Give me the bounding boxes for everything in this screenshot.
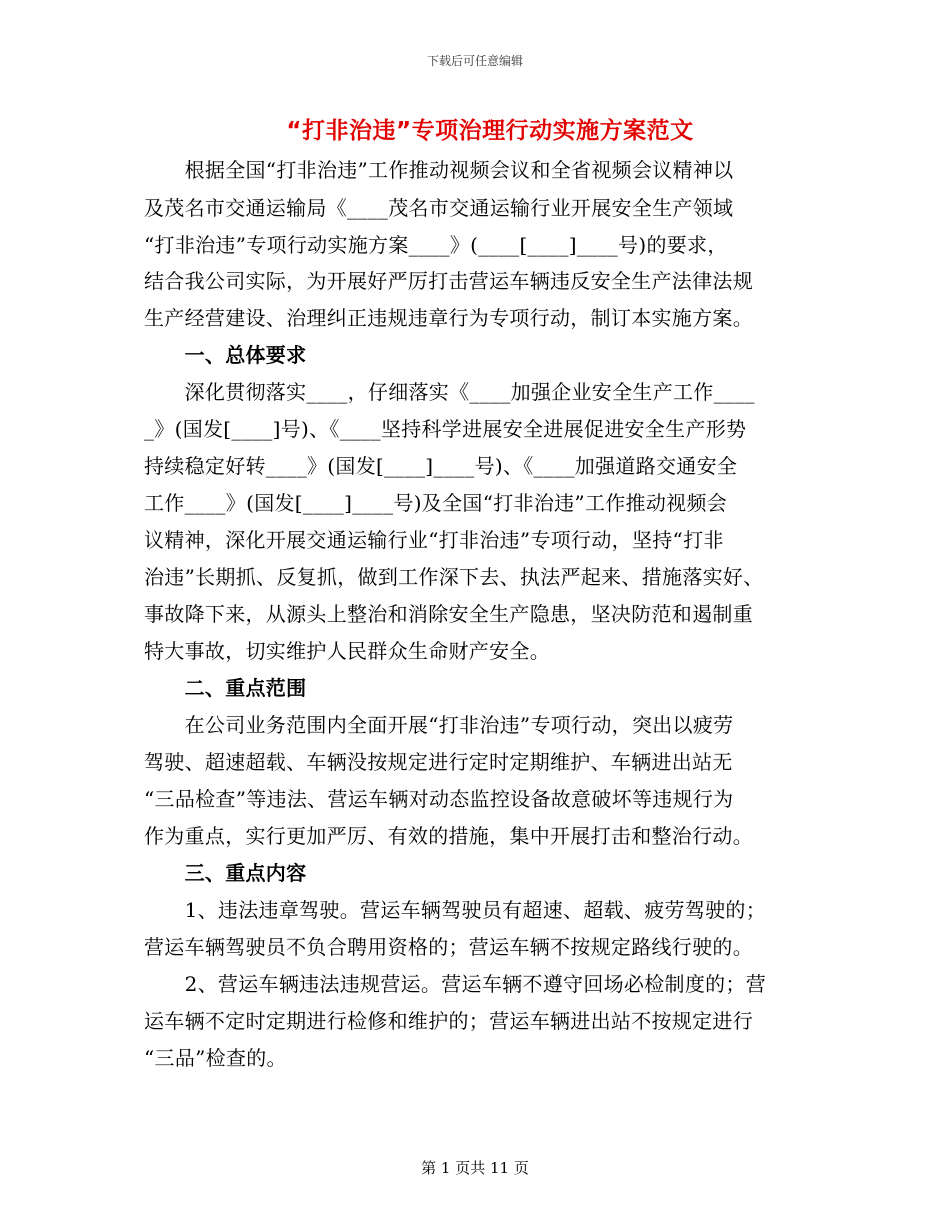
body-line: 工作____》(国发[____]____号)及全国“打非治违”工作推动视频会 — [144, 491, 728, 515]
body-line: 生产经营建设、治理纠正违规违章行为专项行动，制订本实施方案。 — [144, 306, 753, 330]
body-line: 结合我公司实际，为开展好严厉打击营运车辆违反安全生产法律法规 — [144, 269, 753, 293]
body-line: 持续稳定好转____》(国发[____]____号)、《____加强道路交通安全 — [144, 454, 738, 478]
body-line: 根据全国“打非治违”工作推动视频会议和全省视频会议精神以 — [144, 158, 734, 182]
body-line: 运车辆不定时定期进行检修和维护的；营运车辆进出站不按规定进行 — [144, 1009, 753, 1033]
body-line: 议精神，深化开展交通运输行业“打非治违”专项行动，坚持“打非 — [144, 528, 724, 552]
document-title: “打非治违”专项治理行动实施方案范文 — [286, 118, 694, 144]
body-line: 在公司业务范围内全面开展“打非治违”专项行动，突出以疲劳 — [144, 713, 734, 737]
body-line: 事故降下来，从源头上整治和消除安全生产隐患，坚决防范和遏制重 — [144, 602, 753, 626]
section-heading: 二、重点范围 — [144, 676, 307, 700]
body-line: “打非治违”专项行动实施方案____》(____[____]____号)的要求， — [144, 233, 728, 257]
body-line: 1、违法违章驾驶。营运车辆驾驶员有超速、超载、疲劳驾驶的； — [144, 898, 767, 922]
body-line: 驾驶、超速超载、车辆没按规定进行定时定期维护、车辆进出站无 — [144, 750, 733, 774]
section-heading: 三、重点内容 — [144, 861, 307, 885]
body-line: 特大事故，切实维护人民群众生命财产安全。 — [144, 639, 550, 663]
body-line: “三品检查”等违法、营运车辆对动态监控设备故意破坏等违规行为 — [144, 787, 734, 811]
body-line: 营运车辆驾驶员不负合聘用资格的；营运车辆不按规定路线行驶的。 — [144, 935, 753, 959]
body-line: 2、营运车辆违法违规营运。营运车辆不遵守回场必检制度的；营 — [144, 972, 767, 996]
header-note: 下载后可任意编辑 — [426, 54, 523, 68]
body-line: “三品”检查的。 — [144, 1046, 287, 1070]
body-line: 治违”长期抓、反复抓，做到工作深下去、执法严起来、措施落实好、 — [144, 565, 764, 589]
body-line: _》(国发[____]号)、《____坚持科学进展安全进展促进安全生产形势 — [144, 417, 747, 441]
body-line: 深化贯彻落实____，仔细落实《____加强企业安全生产工作____ — [144, 380, 755, 404]
section-heading: 一、总体要求 — [144, 343, 307, 367]
page-footer: 第 1 页共 11 页 — [421, 1159, 529, 1177]
body-line: 及茂名市交通运输局《____茂名市交通运输行业开展安全生产领域 — [144, 196, 734, 220]
body-line: 作为重点，实行更加严厉、有效的措施，集中开展打击和整治行动。 — [144, 824, 753, 848]
